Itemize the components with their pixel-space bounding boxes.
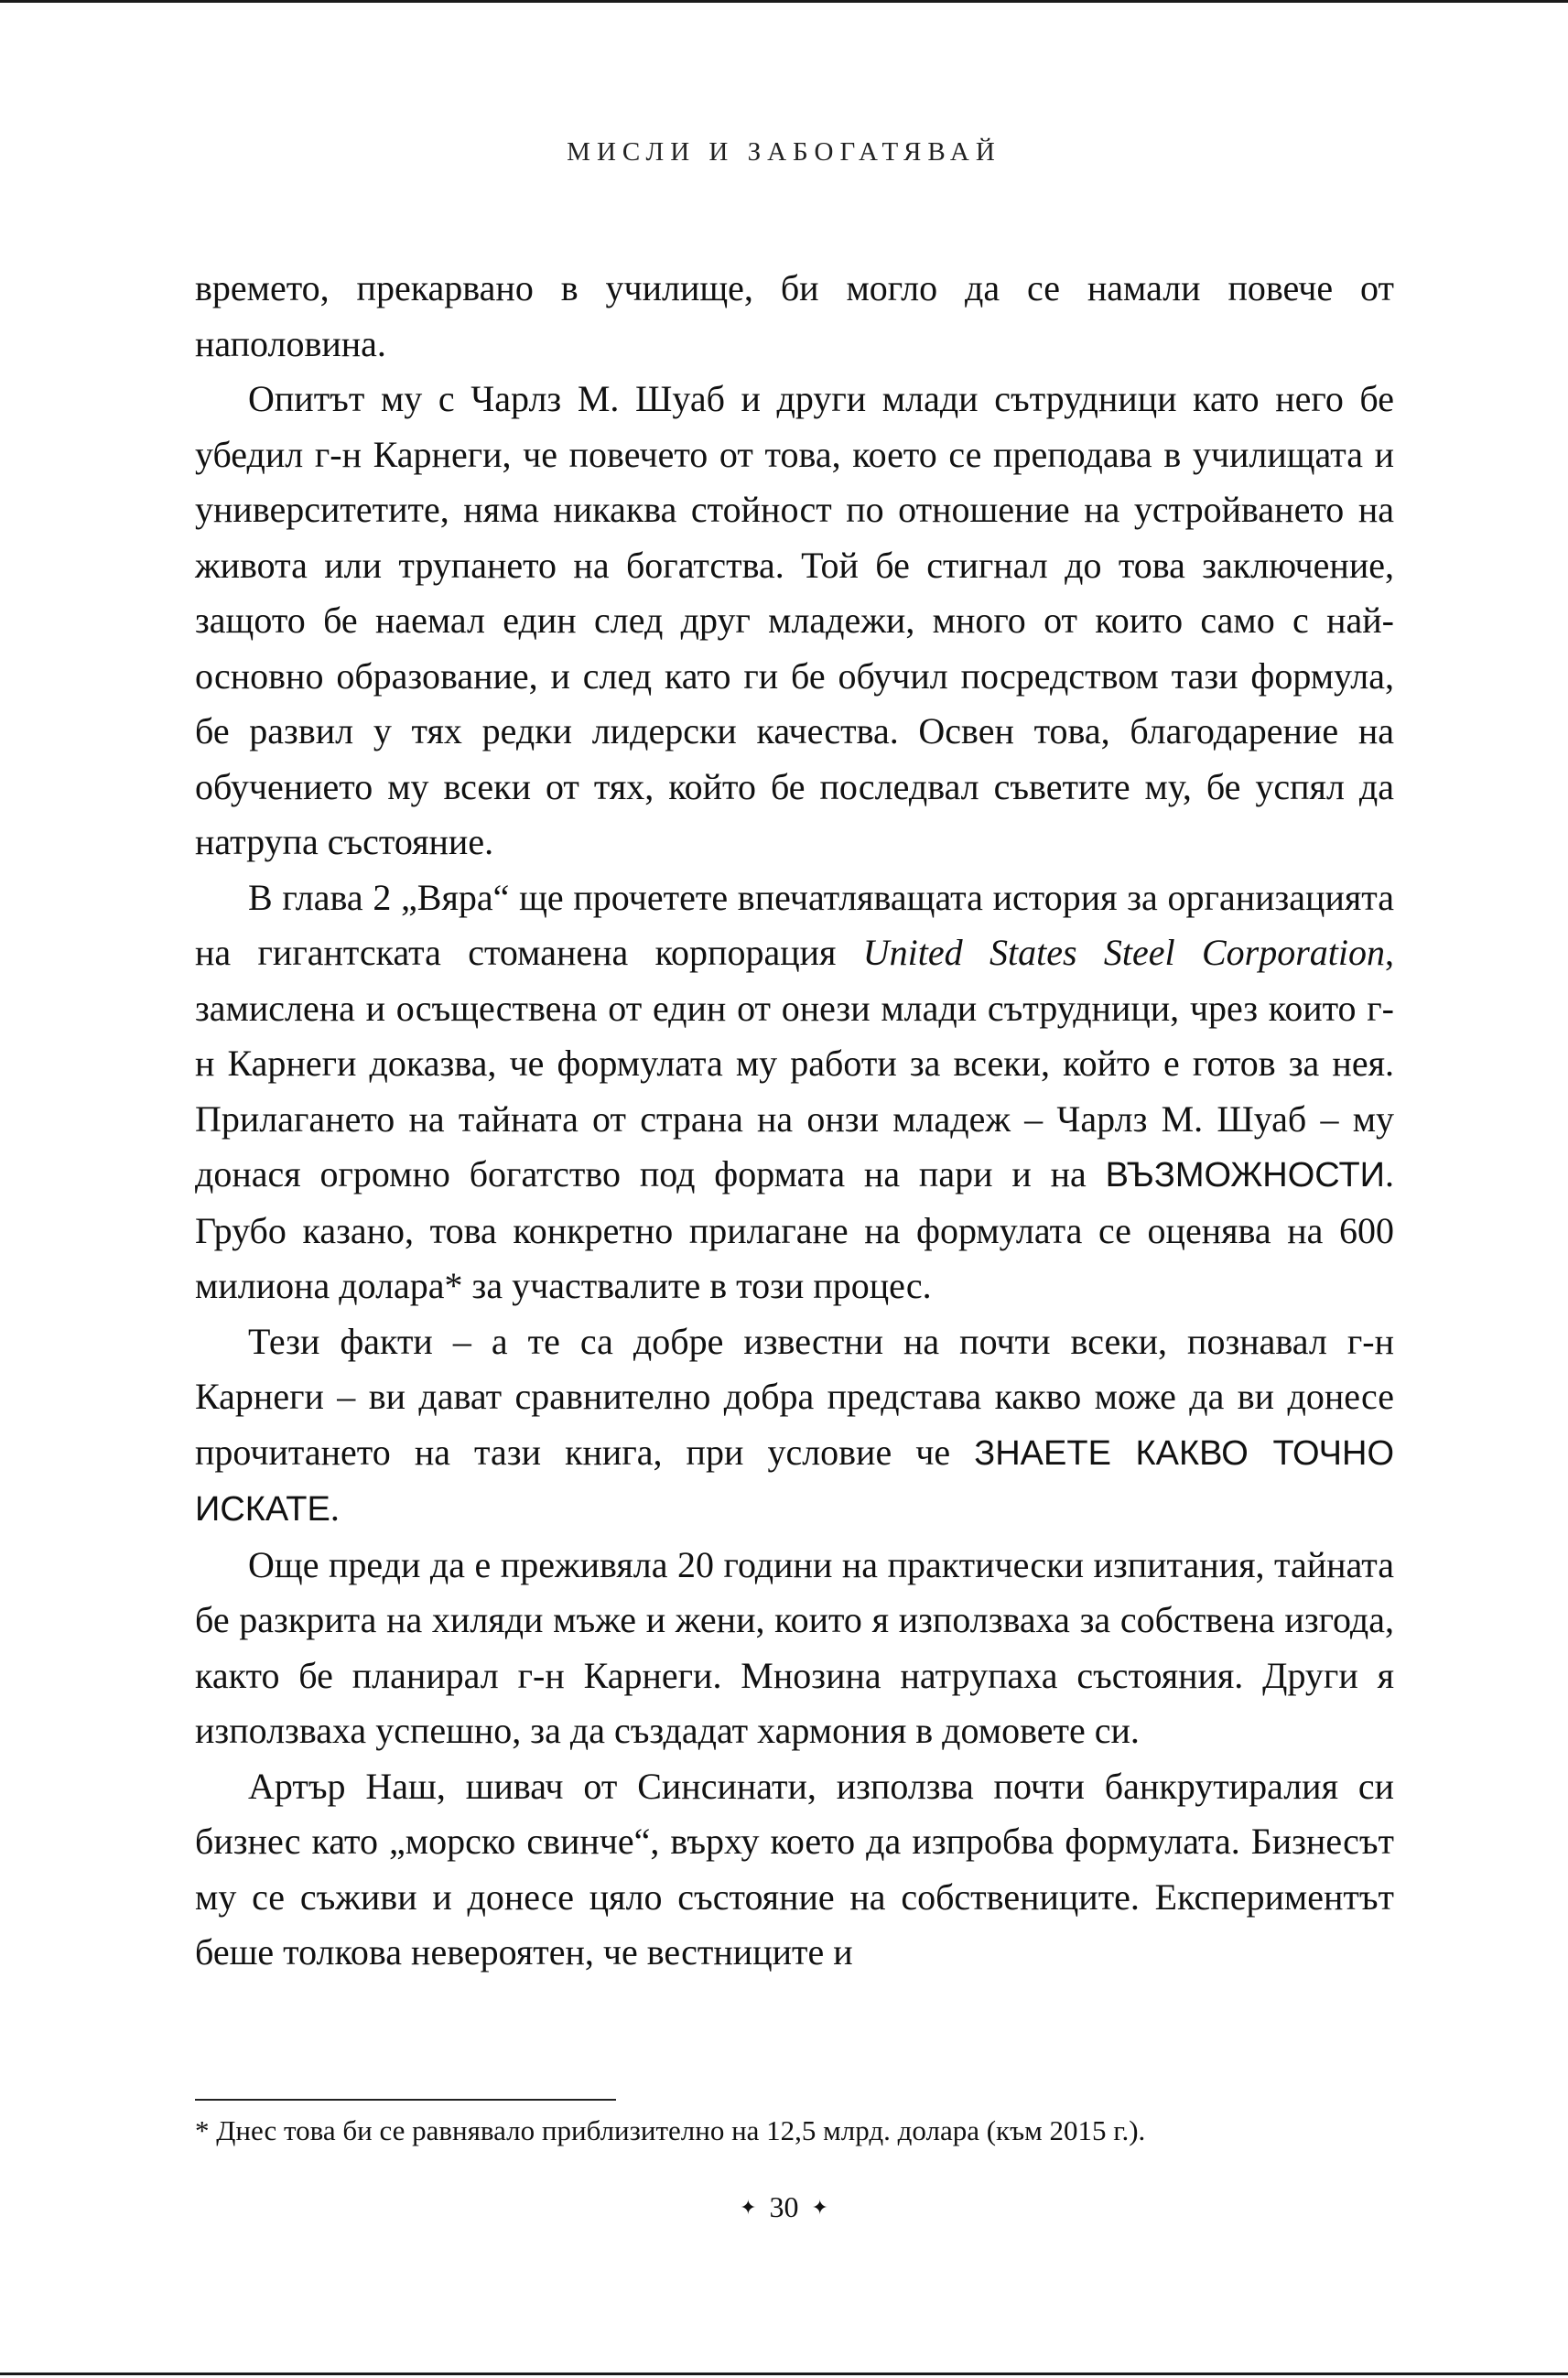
footnote: * Днес това би се равнявало приблизително на 12,5 млрд. долара (към 2015 г.). [195, 2114, 1146, 2146]
page-number: 30 [769, 2190, 799, 2223]
page-folio [0, 2190, 1568, 2224]
paragraph-4-text-a: Тези факти – а те са добре известни на почти всеки, познавал г-н Карнеги – ви дават сравнително добра представа какво може да ви донесе прочитането на тази книга, при условие че [195, 1320, 1394, 1473]
paragraph-3-text-b: , замислена и осъществена от един от онези млади сътрудници, чрез които г-н Карнеги доказва, че формулата му работи за всеки, който е готов за нея. Прилагането на тайната от страна на онзи младеж – Чарлз М. Шуаб – му донася огромно богатство под формата на пари и на [195, 932, 1394, 1194]
ornament-right-icon: ✦ [811, 2196, 828, 2219]
corporation-name-italic: United States Steel Corporation [862, 932, 1385, 973]
paragraph-3-text-a: В глава 2 „Вяра“ ще прочетете впечатляващата история за организацията на гигантската стоманена корпорация [195, 876, 1394, 973]
paragraph-5: Още преди да е преживяла 20 години на практически изпитания, тайната бе разкрита на хиляди мъже и жени, които я използваха за собствена изгода, както бе планирал г-н Карнеги. Мнозина натрупаха състояния. Други я използваха успешно, за да създадат хармония в домовете си. [195, 1543, 1394, 1751]
paragraph-4-text-b: . [330, 1487, 340, 1529]
running-head: МИСЛИ И ЗАБОГАТЯВАЙ [567, 137, 1001, 167]
paragraph-4 [195, 1314, 1394, 1538]
paragraph-3-text-c: . Грубо казано, това конкретно прилагане на формулата се оценява на 600 милиона долара* за участвалите в този процес. [195, 1153, 1394, 1306]
paragraph-2: Опитът му с Чарлз М. Шуаб и други млади сътрудници като него бе убедил г-н Карнеги, че повечето от това, което се преподава в училищата и университетите, няма никаква стойност по отношение на устройването на живота или трупането на богатства. Той бе стигнал до това заключение, защото бе наемал един след друг младежи, много от които само с най-основно образование, и след като ги бе обучил посредством тази формула, бе развил у тях редки лидерски качества. Освен това, благодарение на обучението му всеки от тях, който бе последвал съветите му, бе успял да натрупа състояние. [195, 378, 1394, 862]
paragraph-3 [195, 870, 1394, 1314]
paragraph-6: Артър Наш, шивач от Синсинати, използва почти банкрутиралия си бизнес като „морско свинче“, върху което да изпробва формулата. Бизнесът му се съживи и донесе цяло състояние на собствениците. Експериментът беше толкова невероятен, че вестниците и [195, 1765, 1394, 1973]
bottom-border [0, 2373, 1568, 2375]
paragraph-1: времето, прекарвано в училище, би могло да се намали повече от наполовина. [195, 267, 1394, 364]
body-text [195, 261, 1394, 1981]
top-border [0, 0, 1568, 3]
know-what-you-want-caps: ЗНАЕТЕ КАКВО ТОЧНО ИСКАТЕ [195, 1433, 1395, 1529]
opportunities-caps: ВЪЗМОЖНОСТИ [1105, 1156, 1385, 1194]
ornament-left-icon: ✦ [740, 2196, 757, 2219]
footnote-rule [195, 2099, 616, 2101]
